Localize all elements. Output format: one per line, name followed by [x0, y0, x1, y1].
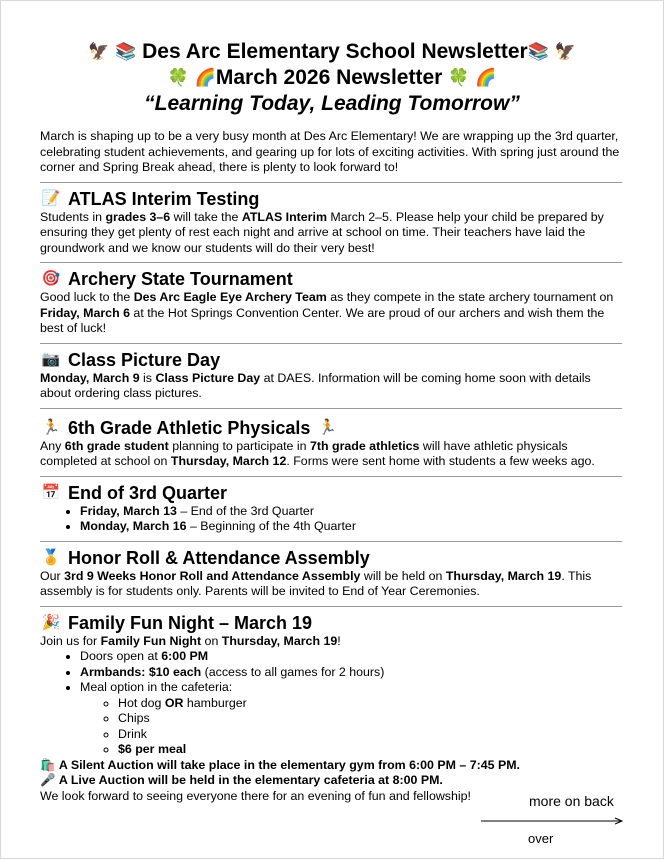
eagle-icon: 🦅: [554, 42, 576, 61]
section-atlas: [40, 188, 622, 257]
newsletter-subtitle: March 2026 Newsletter: [215, 66, 443, 89]
list-item: • Meal option in the cafeteria: ◦ Hot dog OR hamburger ◦ Chips ◦ Drink ◦ $6 per meal: [80, 680, 622, 758]
calendar-icon: 📅: [41, 483, 61, 501]
meal-sublist: [80, 696, 622, 758]
section-honor-roll: [40, 547, 622, 600]
list-item: • Armbands: $10 each (access to all games for 2 hours): [80, 665, 622, 681]
divider: [40, 262, 622, 263]
closing-text: We look forward to seeing everyone there for an evening of fun and fellowship!: [40, 788, 471, 803]
section-title-text: Family Fun Night – March 19: [68, 612, 313, 633]
intro-paragraph: March is shaping up to be a very busy month at Des Arc Elementary! We are wrapping up the 3rd quarter, celebrating student achievements, and gearing up for lots of exciting activities. With spring just around the corner and Spring Break ahead, there is plenty to look forward to!: [40, 129, 620, 174]
over-label: over: [528, 831, 554, 846]
divider: [40, 606, 622, 607]
eagle-icon: 🦅: [88, 42, 110, 61]
books-icon: 📚: [115, 42, 137, 61]
divider: [40, 476, 622, 477]
section-title: [40, 268, 622, 290]
rainbow-icon: 🌈: [194, 68, 216, 87]
more-on-back-label: more on back: [529, 793, 614, 809]
list-item: ◦ $6 per meal: [118, 742, 622, 758]
divider: [40, 182, 622, 183]
section-text: Our 3rd 9 Weeks Honor Roll and Attendance Assembly will be held on Thursday, March 19. This assembly is for students only. Parents will be invited to End of Year Ceremonies.: [40, 568, 592, 598]
section-text: Monday, March 9 is Class Picture Day at DAES. Information will be coming home soon with details about ordering class pictures.: [40, 370, 591, 400]
list-item: ◦ Chips: [118, 711, 622, 727]
list-item: • Doors open at 6:00 PM: [80, 649, 622, 665]
list-item: ◦ Hot dog OR hamburger: [118, 696, 622, 712]
divider: [40, 343, 622, 344]
shopping-bags-icon: 🛍️: [40, 757, 56, 772]
party-popper-icon: 🎉: [41, 613, 61, 631]
microphone-icon: 🎤: [40, 773, 56, 787]
newsletter-subtitle-line: [1, 65, 663, 91]
section-title-text: ATLAS Interim Testing: [68, 188, 260, 209]
section-title: [40, 547, 622, 569]
newsletter-title: Des Arc Elementary School Newsletter: [142, 40, 528, 63]
rainbow-icon: 🌈: [475, 68, 497, 87]
newsletter-body: [40, 129, 622, 804]
clover-icon: 🍀: [448, 68, 470, 87]
newsletter-motto: “Learning Today, Leading Tomorrow”: [144, 92, 520, 115]
newsletter-title-line: [1, 39, 663, 65]
section-text: Join us for Family Fun Night on Thursday, March 19!: [40, 633, 341, 648]
camera-icon: 📷: [41, 350, 61, 368]
section-title: [40, 612, 622, 634]
section-title-text: 6th Grade Athletic Physicals: [68, 417, 311, 438]
list-item: • Friday, March 13 – End of the 3rd Quarter: [80, 504, 622, 520]
section-title-text: Honor Roll & Attendance Assembly: [68, 547, 370, 568]
section-title-text: Class Picture Day: [68, 349, 221, 370]
section-archery: [40, 268, 622, 337]
section-text: Good luck to the Des Arc Eagle Eye Archery Team as they compete in the state archery tournament on Friday, March 6 at the Hot Springs Convention Center. We are proud of our archers and wish them the best of luck!: [40, 290, 614, 335]
runner-icon: 🏃: [41, 418, 61, 436]
quarter-list: [40, 504, 622, 535]
arrow-right-icon: [481, 817, 626, 825]
section-title-text: Archery State Tournament: [68, 269, 293, 289]
live-auction-line: 🎤 A Live Auction will be held in the elementary cafeteria at 8:00 PM.: [40, 773, 443, 787]
runner-icon: 🏃: [318, 418, 337, 436]
section-title: [40, 188, 622, 210]
divider: [40, 541, 622, 542]
section-picture-day: [40, 349, 622, 402]
medal-icon: 🏅: [41, 548, 61, 566]
section-end-of-quarter: [40, 482, 622, 535]
section-title: [40, 417, 622, 439]
section-physicals: [40, 417, 622, 470]
section-title: [40, 349, 622, 371]
books-icon: 📚: [527, 42, 549, 61]
fun-night-list: [40, 649, 622, 758]
header: [1, 39, 663, 117]
list-item: • Monday, March 16 – Beginning of the 4th Quarter: [80, 519, 622, 535]
section-title: [40, 482, 622, 504]
target-icon: 🎯: [41, 270, 61, 287]
section-title-text: End of 3rd Quarter: [68, 482, 228, 503]
section-text: Any 6th grade student planning to participate in 7th grade athletics will have athletic physicals completed at school on Thursday, March 12. Forms were sent home with students a few weeks ago.: [40, 438, 595, 468]
section-text: Students in grades 3–6 will take the ATLAS Interim March 2–5. Please help your child be prepared by ensuring they get plenty of rest each night and arrive at school on time. Their teachers have laid the groundwork and we know our students will do their very best!: [40, 209, 604, 255]
section-family-fun-night: [40, 612, 622, 805]
list-item: ◦ Drink: [118, 727, 622, 743]
memo-icon: 📝: [41, 189, 61, 207]
clover-icon: 🍀: [167, 68, 189, 87]
divider: [40, 408, 622, 409]
silent-auction-line: 🛍️ A Silent Auction will take place in the elementary gym from 6:00 PM – 7:45 PM.: [40, 757, 520, 772]
